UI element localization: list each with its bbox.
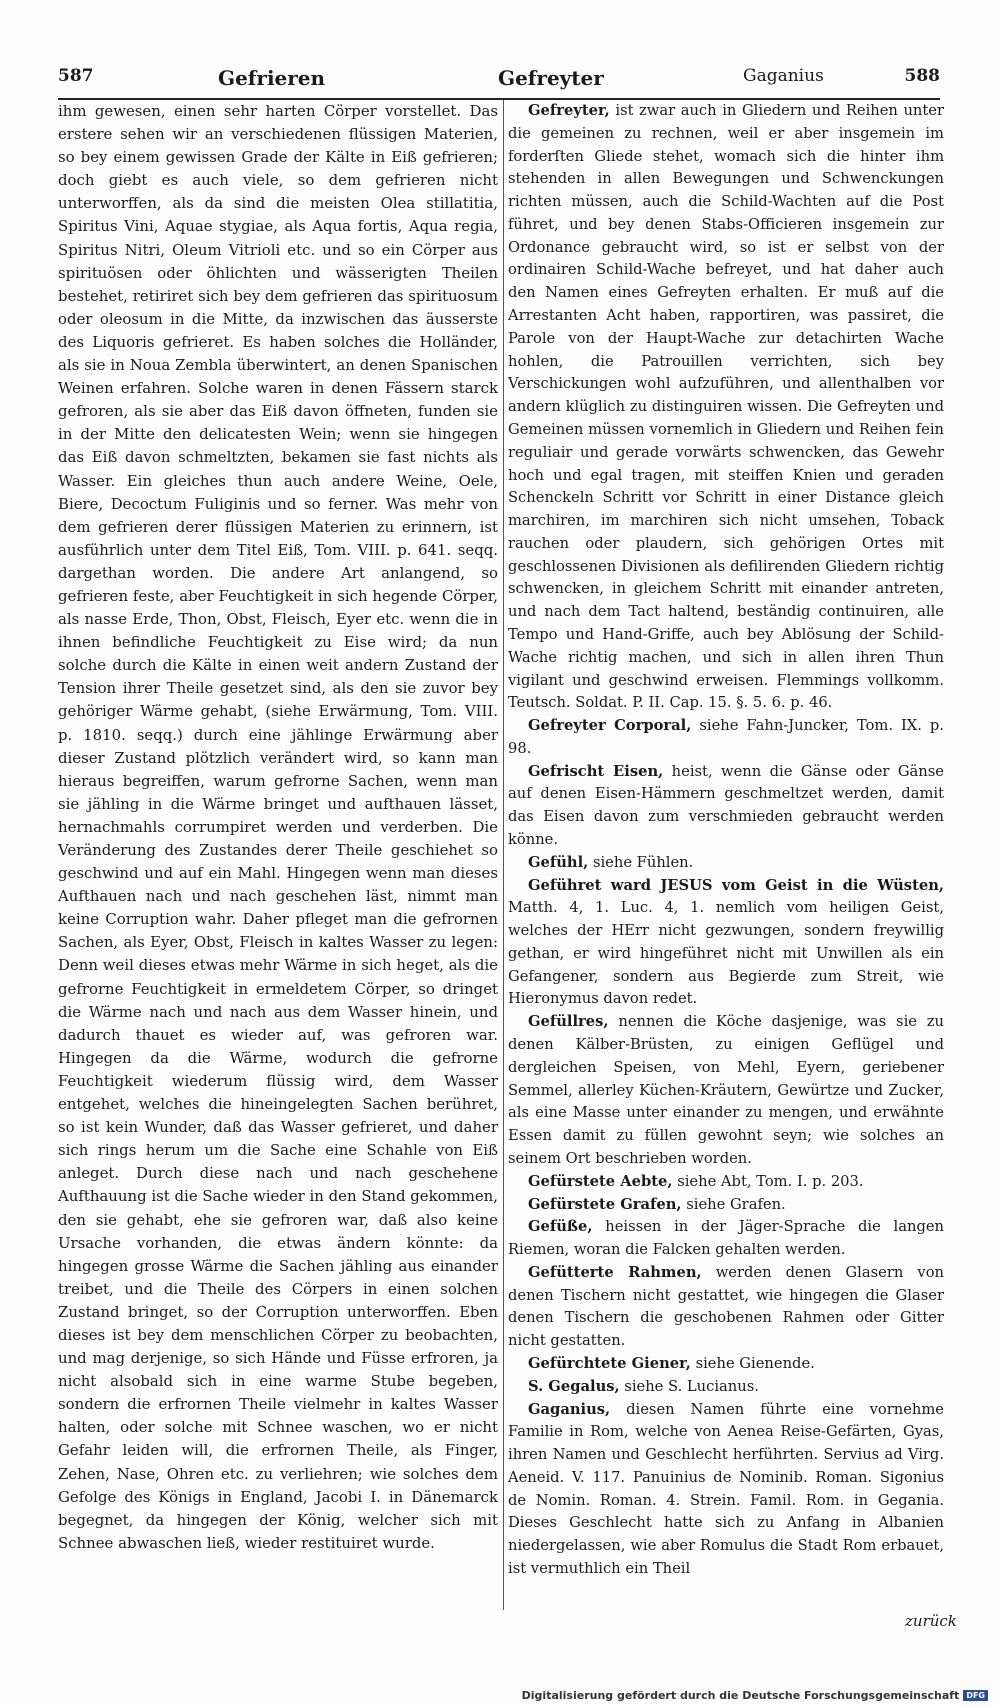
entry-text: heissen in der Jäger-Sprache die langen Riemen, woran die Falcken gehalten werden. xyxy=(508,1218,945,1259)
entry-text: siehe Fahn-Juncker, Tom. IX. p. 98. xyxy=(508,717,944,757)
head-word-right: Gaganius xyxy=(743,66,824,86)
entry-lemma: Geführet ward JESUS vom Geist in die Wüsten, xyxy=(528,876,944,894)
dictionary-entry xyxy=(508,761,944,852)
entry-text: werden denen Glasern von denen Tischern nicht gestattet, wie hingegen die Glaser denen Tischern die geschobenen Rahmen oder Gitter nicht gestatten. xyxy=(508,1263,945,1350)
dictionary-entry xyxy=(508,1399,944,1581)
dictionary-entry xyxy=(508,1216,944,1262)
footer-text: Digitalisierung gefördert durch die Deutsche Forschungsgemeinschaft xyxy=(521,1688,960,1702)
right-column xyxy=(508,100,944,1581)
head-word-left: Gefrieren xyxy=(218,66,326,90)
page-number-right: 588 xyxy=(904,66,940,86)
dictionary-entry xyxy=(508,100,944,715)
entry-text: siehe S. Lucianus. xyxy=(624,1377,759,1395)
dictionary-entry xyxy=(508,1171,944,1194)
entry-lemma: Gefreyter Corporal, xyxy=(528,717,692,735)
dictionary-entry xyxy=(508,1194,944,1217)
entry-lemma: Gefüße, xyxy=(528,1218,593,1236)
entry-text: Matth. 4, 1. Luc. 4, 1. nemlich vom heiligen Geist, welches der HErr nicht gezwungen, sondern freywillig gethan, er wird hingeführet nicht mit Unwillen als ein Gefangener, sondern aus Begierde zum Streit, wie Hieronymus davon redet. xyxy=(508,899,944,1008)
entry-lemma: S. Gegalus, xyxy=(528,1377,620,1395)
entry-text: siehe Abt, Tom. I. p. 203. xyxy=(677,1172,864,1190)
entry-lemma: Gefühl, xyxy=(528,853,589,871)
dfg-logo: DFG xyxy=(963,1690,988,1701)
entry-lemma: Gaganius, xyxy=(528,1400,611,1418)
left-column-paragraph: ihm gewesen, einen sehr harten Cörper vorstellet. Das erstere sehen wir an verschiedenen flüssigen Materien, so bey einem gewissen Grade der Kälte in Eiß gefrieren; doch giebt es auch viele, so dem gefrieren nicht unterworffen, als da sind die meisten Olea stillatitia, Spiritus Vini, Aquae stygiae, als Aqua fortis, Aqua regia, Spiritus Nitri, Oleum Vitrioli etc. und so ein Cörper aus spirituösen oder öhlichten und wässerigten Theilen bestehet, retiriret sich bey dem gefrieren das spirituosum oder oleosum in die Mitte, da inzwischen das äusserste des Liquoris gefrieret. Es haben solches die Holländer, als sie in Noua Zembla überwintert, an denen Spanischen Weinen erfahren. Solche waren in denen Fässern starck gefroren, als sie aber das Eiß davon öffneten, funden sie in der Mitte den delicatesten Wein; wenn sie hingegen das Eiß davon schmeltzten, bekamen sie fast nichts als Wasser. Ein gleiches thun auch andere Weine, Oele, Biere, Decoctum Fuliginis und so ferner. Was mehr von dem gefrieren derer flüssigen Materien zu erinnern, ist ausführlich unter dem Titel Eiß, Tom. VIII. p. 641. seqq. dargethan worden. Die andere Art anlangend, so gefrieren feste, aber Feuchtigkeit in sich hegende Cörper, als nasse Erde, Thon, Obst, Fleisch, Eyer etc. wenn die in ihnen befindliche Feuchtigkeit zu Eise wird; da nun solche durch die Kälte in einen weit andern Zustand der Tension ihrer Theile gesetzet sind, als den sie zuvor bey gehöriger Wärme gehabt, (siehe Erwärmung, Tom. VIII. p. 1810. seqq.) durch eine jählinge Erwärmung aber dieser Zustand plötzlich verändert wird, so kann man hieraus begreiffen, warum gefrorne Sachen, wenn man sie jähling in die Wärme bringet und aufthauen lässet, hernachmahls corrumpiret werden und verderben. Die Veränderung des Zustandes derer Theile geschiehet so geschwind und auf ein Mahl. Hingegen wenn man dieses Aufthauen nach und nach geschehen läst, nimmt man keine Corruption wahr. Daher pfleget man die gefrornen Sachen, als Eyer, Obst, Fleisch in kaltes Wasser zu legen: Denn weil dieses etwas mehr Wärme in sich heget, als die gefrorne Feuchtigkeit in ermeldetem Cörper, so dringet die Wärme nach und nach aus dem Wasser hinein, und dadurch thauet es wieder auf, was gefroren war. Hingegen da die Wärme, wodurch die gefrorne Feuchtigkeit wiederum flüssig wird, dem Wasser entgehet, welches die hineingelegten Sachen berühret, so ist kein Wunder, daß das Wasser gefrieret, und daher sich rings herum um die Sache eine Schahle von Eiß anleget. Durch diese nach und nach geschehene Aufthauung ist die Sache wieder in den Stand gekommen, den sie gehabt, ehe sie gefroren war, daß also keine Ursache vorhanden, die etwas ändern könnte: da hingegen grosse Wärme die Sachen jähling aus einander treibet, und die Theile des Cörpers in einen solchen Zustand bringet, so der Corruption unterworffen. Eben dieses ist bey dem menschlichen Cörper zu beobachten, und mag derjenige, so sich Hände und Füsse erfroren, ja nicht alsobald sich in eine warme Stube begeben, sondern die erfrornen Theile vielmehr in kaltes Wasser halten, oder solche mit Schnee waschen, wo er nicht Gefahr leiden will, die erfrornen Theile, als Finger, Zehen, Nase, Ohren etc. zu verliehren; wie solches dem Gefolge des Königs in England, Jacobi I. in Dänemarck begegnet, da hingegen der König, welcher sich mit Schnee abwaschen ließ, wieder restituiret wurde. xyxy=(58,102,498,1552)
entry-text: nennen die Köche dasjenige, was sie zu denen Kälber-Brüsten, zu einigen Geflügel und dergleichen Speisen, von Mehl, Eyern, geriebener Semmel, allerley Küchen-Kräutern, Gewürtze und Zucker, als eine Masse unter einander zu mengen, und erwähnte Essen damit zu füllen gewohnt seyn; wie solches an seinem Ort beschrieben worden. xyxy=(508,1013,944,1167)
entry-text: siehe Grafen. xyxy=(686,1195,786,1213)
dictionary-entry xyxy=(508,1011,944,1170)
page-number-left: 587 xyxy=(58,66,94,86)
dictionary-entry xyxy=(508,1376,944,1399)
entry-lemma: Gefürstete Aebte, xyxy=(528,1172,673,1190)
head-word-center: Gefreyter xyxy=(498,66,604,90)
left-column xyxy=(58,100,498,1555)
catchword: zurück xyxy=(905,1612,957,1630)
entry-text: siehe Gienende. xyxy=(695,1354,815,1372)
entry-lemma: Gefürstete Grafen, xyxy=(528,1195,682,1213)
dictionary-entry xyxy=(508,1353,944,1376)
entry-lemma: Gefüllres, xyxy=(528,1013,609,1031)
entry-lemma: Gefrischt Eisen, xyxy=(528,762,664,780)
dictionary-entry xyxy=(508,715,944,761)
entry-lemma: Gefütterte Rahmen, xyxy=(528,1263,702,1281)
entry-text: ist zwar auch in Gliedern und Reihen unter die gemeinen zu rechnen, weil er aber insgemein im forderſten Gliede stehet, womach sich die hinter ihm stehenden in allen Bewegungen und Schwenckungen richten müssen, auch die Schild-Wachten auf die Post führet, und bey denen Stabs-Officieren insgemein zur Ordonance gebraucht wird, so ist er selbst von der ordinairen Schild-Wache befreyet, und hat daher auch den Namen eines Gefreyten erhalten. Er muß auf die Arrestanten Acht haben, rapportiren, was passiret, die Parole von der Haupt-Wache zur detachirten Wache hohlen, die Patrouillen verrichten, sich bey Verschickungen wohl aufzuführen, und allenthalben vor andern klüglich zu distinguiren wissen. Die Gefreyten und Gemeinen müssen vornemlich in Gliedern und Reihen fein reguliair und gerade vorwärts schwencken, das Gewehr hoch und egal tragen, mit steiffen Knien und geraden Schenckeln Schritt vor Schritt in einer Distance gleich marchiren, im marchiren sich nicht umsehen, Toback rauchen oder plaudern, sich gehörigen Ortes mit geschlossenen Divisionen als defilirenden Gliedern richtig schwencken, in gleichem Schritt mit einander antreten, und nach dem Tact haltend, beständig continuiren, alle Tempo und Hand-Griffe, auch bey Ablösung der Schild-Wache richtig machen, und sich in allen ihren Thun vigilant und geschwind erweisen. Flemmings vollkomm. Teutsch. Soldat. P. II. Cap. 15. §. 5. 6. p. 46. xyxy=(508,102,944,712)
entry-text: heist, wenn die Gänse oder Gänse auf denen Eisen-Hämmern geschmeltzet werden, damit das Eisen davon zum verschmieden gebraucht werden könne. xyxy=(508,762,944,848)
dictionary-entry xyxy=(508,875,944,1012)
column-divider xyxy=(503,100,504,1610)
running-head xyxy=(58,60,940,96)
entry-lemma: Gefürchtete Giener, xyxy=(528,1354,691,1372)
entry-text: siehe Fühlen. xyxy=(592,853,694,871)
digitization-footer xyxy=(522,1686,988,1704)
entry-text: diesen Namen führte eine vornehme Familie in Rom, welche von Aenea Reise-Gefärten, Gyas, ihren Namen und Geschlecht herführten. Servius ad Virg. Aeneid. V. 117. Panuinius de Nominib. Roman. Sigonius de Nomin. Roman. 4. Strein. Famil. Rom. in Gegania. Dieses Geschlecht hatte sich zu Anfang in Albanien niedergelassen, wie aber Romulus die Stadt Rom erbauet, ist vermuthlich ein Theil xyxy=(508,1400,944,1577)
entry-lemma: Gefreyter, xyxy=(528,102,610,119)
dictionary-entry xyxy=(508,852,944,875)
dictionary-entry xyxy=(508,1262,944,1353)
